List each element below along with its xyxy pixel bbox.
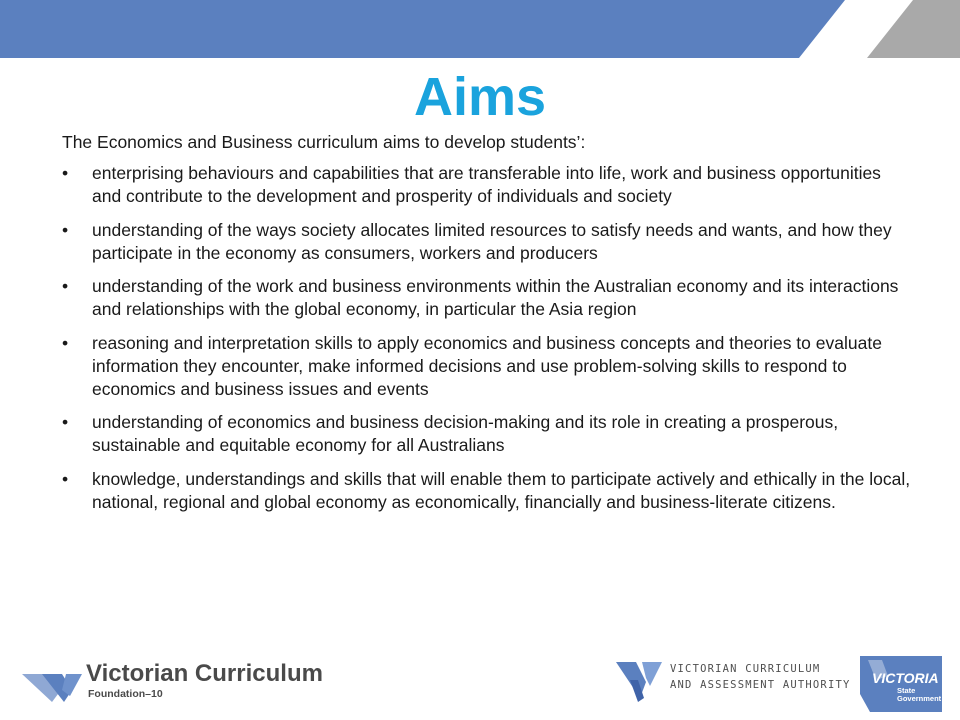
vcaa-name bbox=[670, 661, 851, 693]
aim-text: reasoning and interpretation skills to apply economics and business concepts and theories to evaluate information they encounter, make informed decisions and use problem-solving skills to respond to economics and business issues and events bbox=[92, 332, 882, 399]
aims-list bbox=[62, 162, 912, 524]
aim-item bbox=[62, 411, 912, 457]
aim-item bbox=[62, 332, 912, 401]
vcaa-line-1: VICTORIAN CURRICULUM bbox=[670, 663, 821, 675]
bullet: • bbox=[62, 468, 69, 489]
aim-text: enterprising behaviours and capabilities that are transferable into life, work and business opportunities and contribute to the development and prosperity of individuals and society bbox=[92, 163, 881, 206]
bullet: • bbox=[62, 276, 69, 296]
bullet: • bbox=[62, 163, 69, 183]
aim-text: understanding of the work and business environments within the Australian economy and its interactions and relationships with the global economy, in particular the Asia region bbox=[92, 276, 899, 319]
aim-item bbox=[62, 219, 912, 265]
aim-item bbox=[62, 162, 912, 208]
footer bbox=[0, 640, 960, 720]
slide-title: Aims bbox=[413, 67, 547, 127]
intro-text: The Economics and Business curriculum aims to develop students’: bbox=[62, 132, 586, 152]
header-banner-grey bbox=[867, 0, 960, 58]
state-government-label bbox=[897, 687, 941, 703]
victorian-curriculum-subtitle: Foundation–10 bbox=[88, 688, 163, 700]
bullet: • bbox=[62, 332, 69, 353]
bullet: • bbox=[62, 412, 69, 432]
aim-text: understanding of economics and business decision-making and its role in creating a prosperous, sustainable and equitable economy for all Australians bbox=[92, 412, 839, 455]
victoria-wordmark: VICTORIA bbox=[872, 670, 939, 686]
aim-text: knowledge, understandings and skills that will enable them to participate actively and ethically in the local, national, regional and global economy as economically, financially and business-literate citizens. bbox=[92, 468, 911, 512]
aim-item bbox=[62, 275, 912, 321]
vcaa-line-2: AND ASSESSMENT AUTHORITY bbox=[670, 679, 851, 691]
aim-item bbox=[62, 468, 912, 514]
header-banner-blue bbox=[0, 0, 845, 58]
header-banner bbox=[0, 0, 960, 58]
government-label: Government bbox=[897, 694, 942, 703]
victorian-curriculum-title: Victorian Curriculum bbox=[86, 660, 323, 687]
state-label: State bbox=[897, 686, 916, 695]
bullet: • bbox=[62, 219, 69, 240]
aim-text: understanding of the ways society allocates limited resources to satisfy needs and wants, and how they participate in the economy as consumers, workers and producers bbox=[92, 219, 892, 263]
